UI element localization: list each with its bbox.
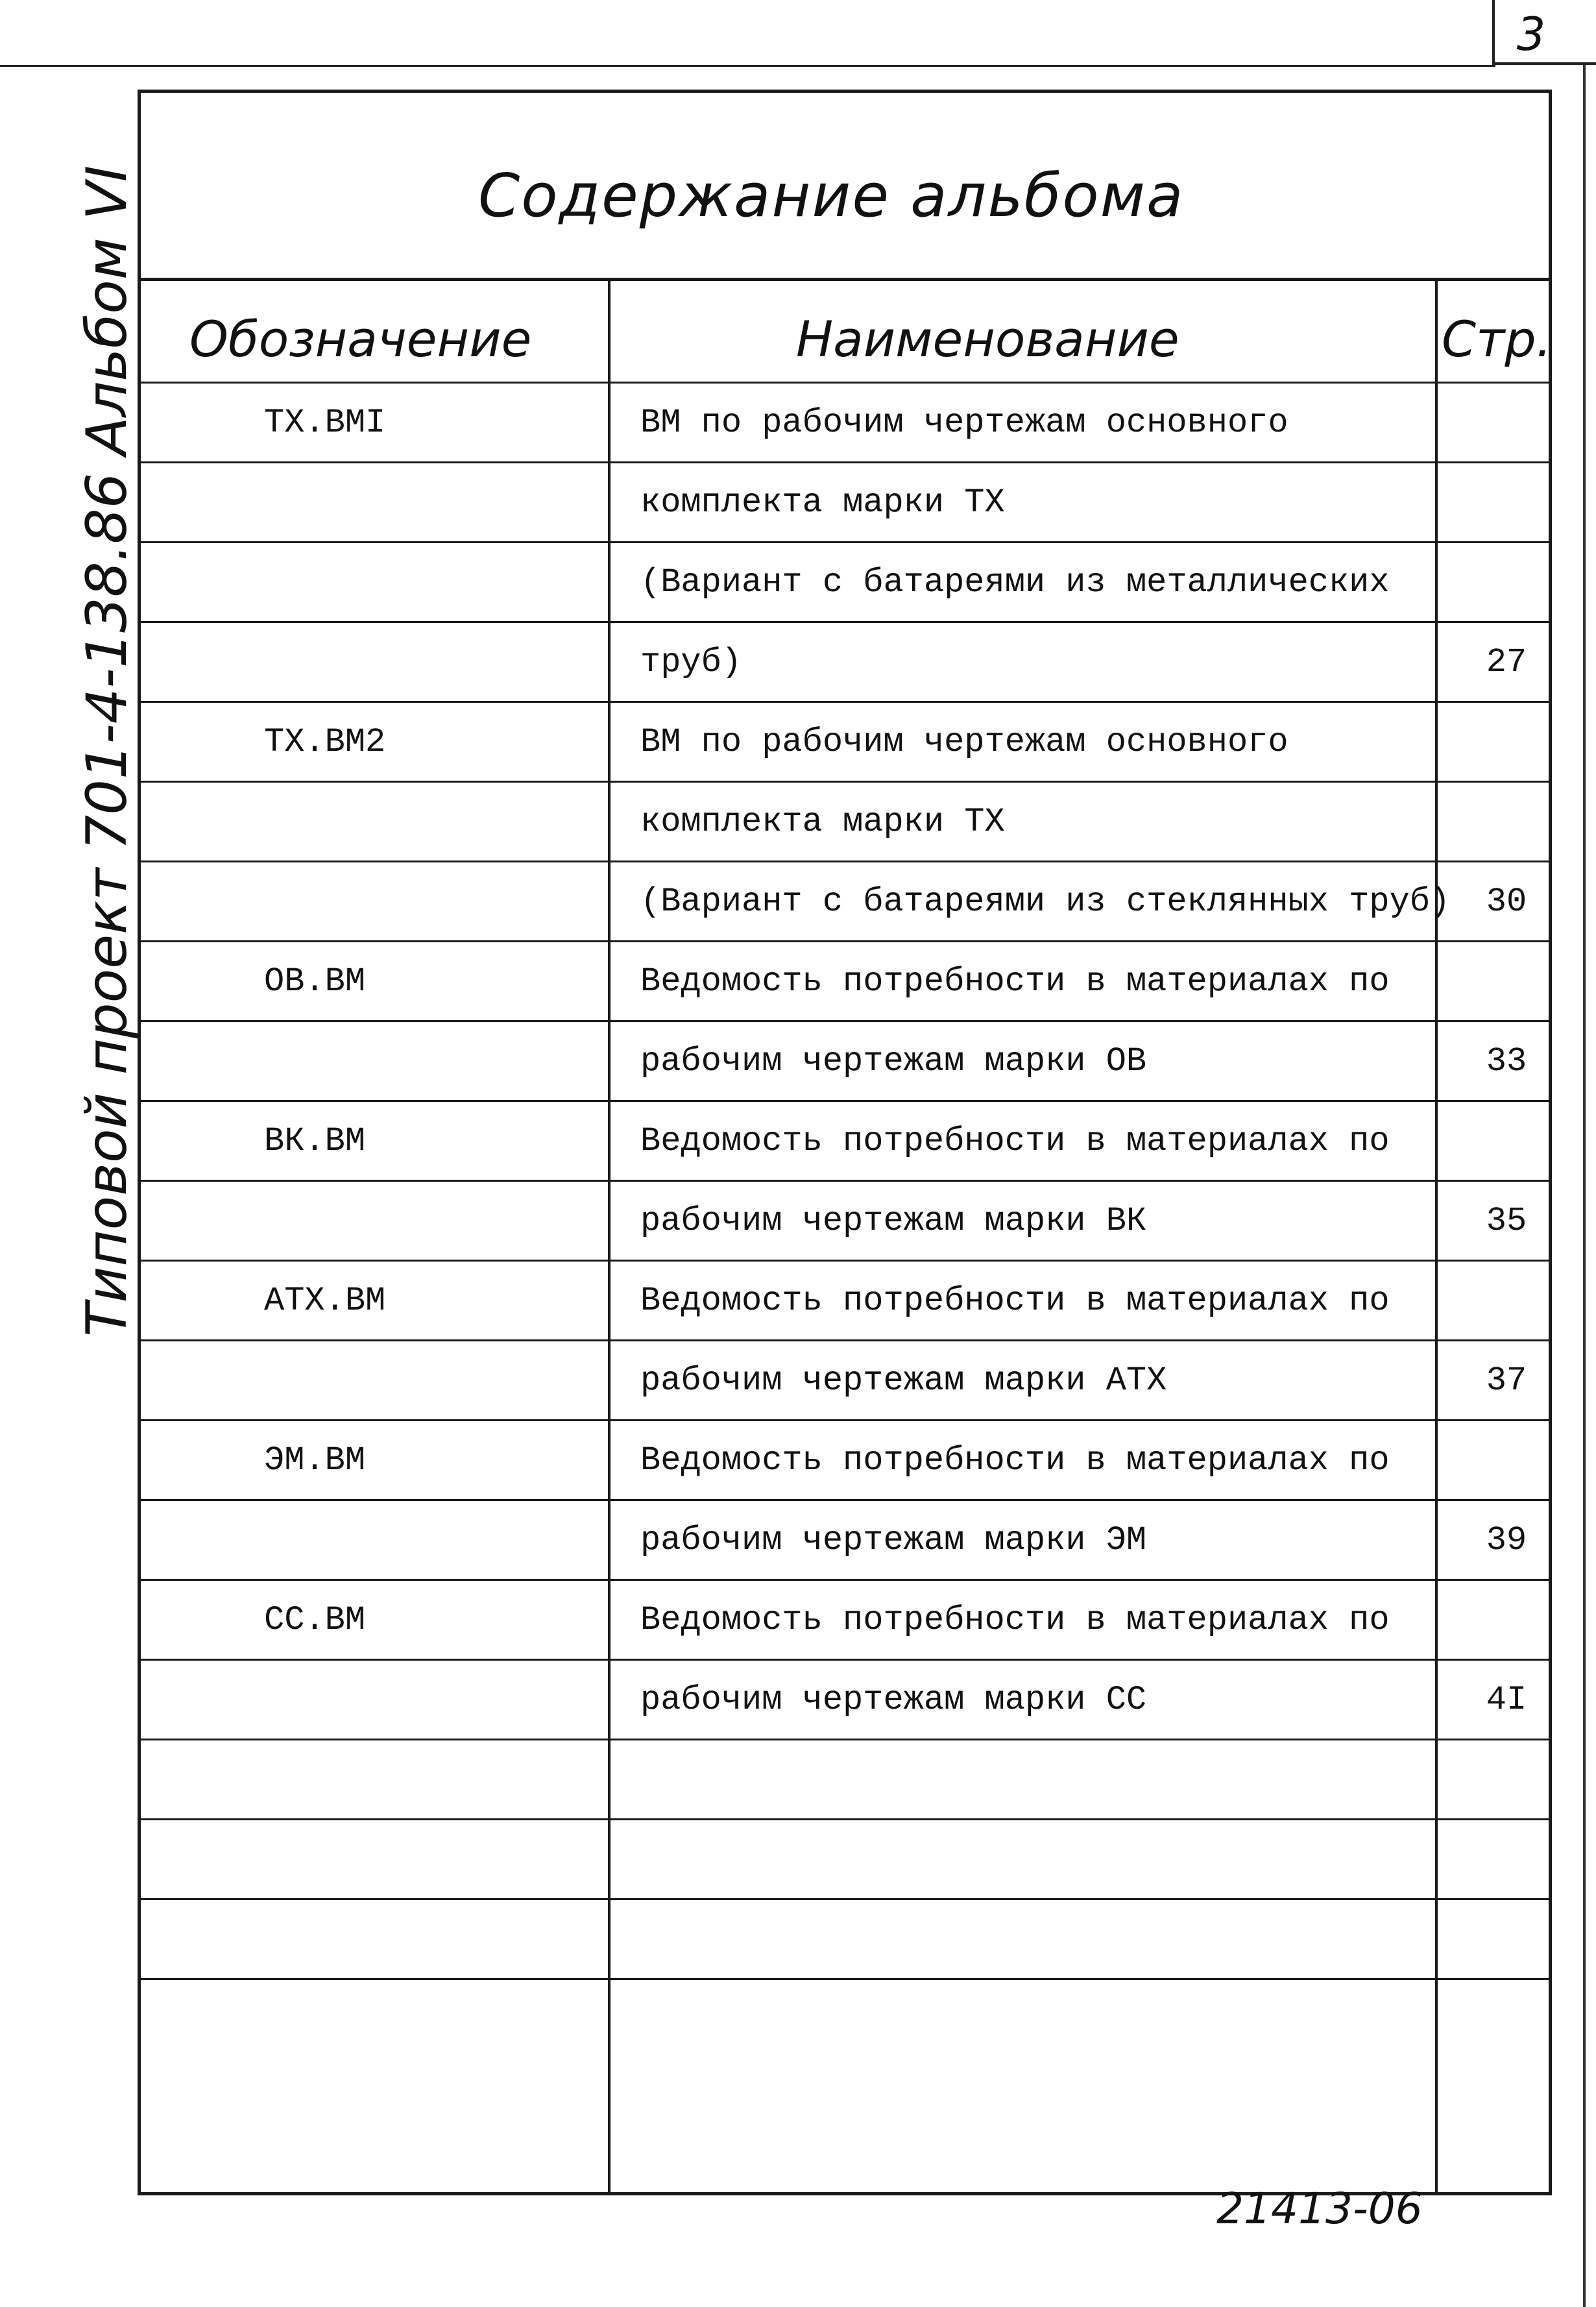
header-page: Стр. — [1442, 310, 1552, 368]
row-code: ЭМ.ВМ — [264, 1441, 366, 1480]
row-rule — [141, 1020, 1549, 1022]
row-rule — [141, 1260, 1549, 1262]
row-page: 35 — [1486, 1202, 1527, 1240]
row-name: рабочим чертежам марки ОВ — [640, 1042, 1147, 1080]
row-rule — [141, 1579, 1549, 1581]
row-page: 37 — [1486, 1361, 1527, 1400]
row-name: труб) — [640, 643, 742, 681]
row-rule — [141, 621, 1549, 623]
row-rule — [141, 781, 1549, 783]
row-code: ТХ.ВМI — [264, 404, 386, 442]
column-divider-code — [608, 281, 611, 2195]
row-name: (Вариант с батареями из металлических — [640, 563, 1390, 602]
row-code: ВК.ВМ — [264, 1122, 366, 1160]
row-rule — [141, 382, 1549, 384]
title-bar — [141, 93, 1549, 281]
row-name: Ведомость потребности в материалах по — [640, 1282, 1390, 1320]
row-rule — [141, 1978, 1549, 1980]
contents-frame — [138, 90, 1552, 2195]
row-page: 39 — [1486, 1521, 1527, 1559]
row-code: СС.ВМ — [264, 1601, 366, 1639]
row-name: Ведомость потребности в материалах по — [640, 962, 1390, 1001]
row-name: (Вариант с батареями из стеклянных труб) — [640, 883, 1451, 921]
right-margin-line — [1583, 65, 1586, 2307]
row-rule — [141, 461, 1549, 463]
row-rule — [141, 1659, 1549, 1661]
row-name: рабочим чертежам марки АТХ — [640, 1361, 1167, 1400]
row-name: комплекта марки ТХ — [640, 483, 1005, 522]
row-code: ОВ.ВМ — [264, 962, 366, 1001]
row-rule — [141, 1180, 1549, 1182]
row-rule — [141, 1898, 1549, 1900]
row-rule — [141, 1739, 1549, 1740]
row-rule — [141, 541, 1549, 543]
row-name: Ведомость потребности в материалах по — [640, 1601, 1390, 1639]
document-number: 21413-06 — [1216, 2184, 1423, 2234]
header-code: Обозначение — [189, 310, 532, 368]
row-code: АТХ.ВМ — [264, 1282, 386, 1320]
row-rule — [141, 1499, 1549, 1501]
header-name: Наименование — [796, 310, 1179, 368]
row-page: 33 — [1486, 1042, 1527, 1080]
row-name: ВМ по рабочим чертежам основного — [640, 404, 1288, 442]
row-rule — [141, 940, 1549, 942]
row-name: комплекта марки ТХ — [640, 803, 1005, 841]
row-rule — [141, 1818, 1549, 1820]
row-name: рабочим чертежам марки СС — [640, 1681, 1147, 1719]
row-rule — [141, 701, 1549, 703]
side-label: Типовой проект 701-4-138.86 Альбом VI — [75, 165, 139, 1337]
row-name: Ведомость потребности в материалах по — [640, 1122, 1390, 1160]
page-number: 3 — [1516, 8, 1546, 61]
top-border-line — [0, 65, 1495, 67]
row-rule — [141, 1339, 1549, 1341]
contents-table — [141, 281, 1552, 2195]
row-rule — [141, 861, 1549, 862]
row-name: Ведомость потребности в материалах по — [640, 1441, 1390, 1480]
row-page: 27 — [1486, 643, 1527, 681]
column-divider-page — [1435, 281, 1438, 2195]
row-name: рабочим чертежам марки ЭМ — [640, 1521, 1147, 1559]
album-title: Содержание альбома — [478, 161, 1185, 230]
row-page: 4I — [1486, 1681, 1527, 1719]
row-code: ТХ.ВМ2 — [264, 723, 386, 761]
row-page: 30 — [1486, 883, 1527, 921]
row-rule — [141, 1419, 1549, 1421]
row-rule — [141, 1100, 1549, 1102]
row-name: ВМ по рабочим чертежам основного — [640, 723, 1288, 761]
row-name: рабочим чертежам марки ВК — [640, 1202, 1147, 1240]
